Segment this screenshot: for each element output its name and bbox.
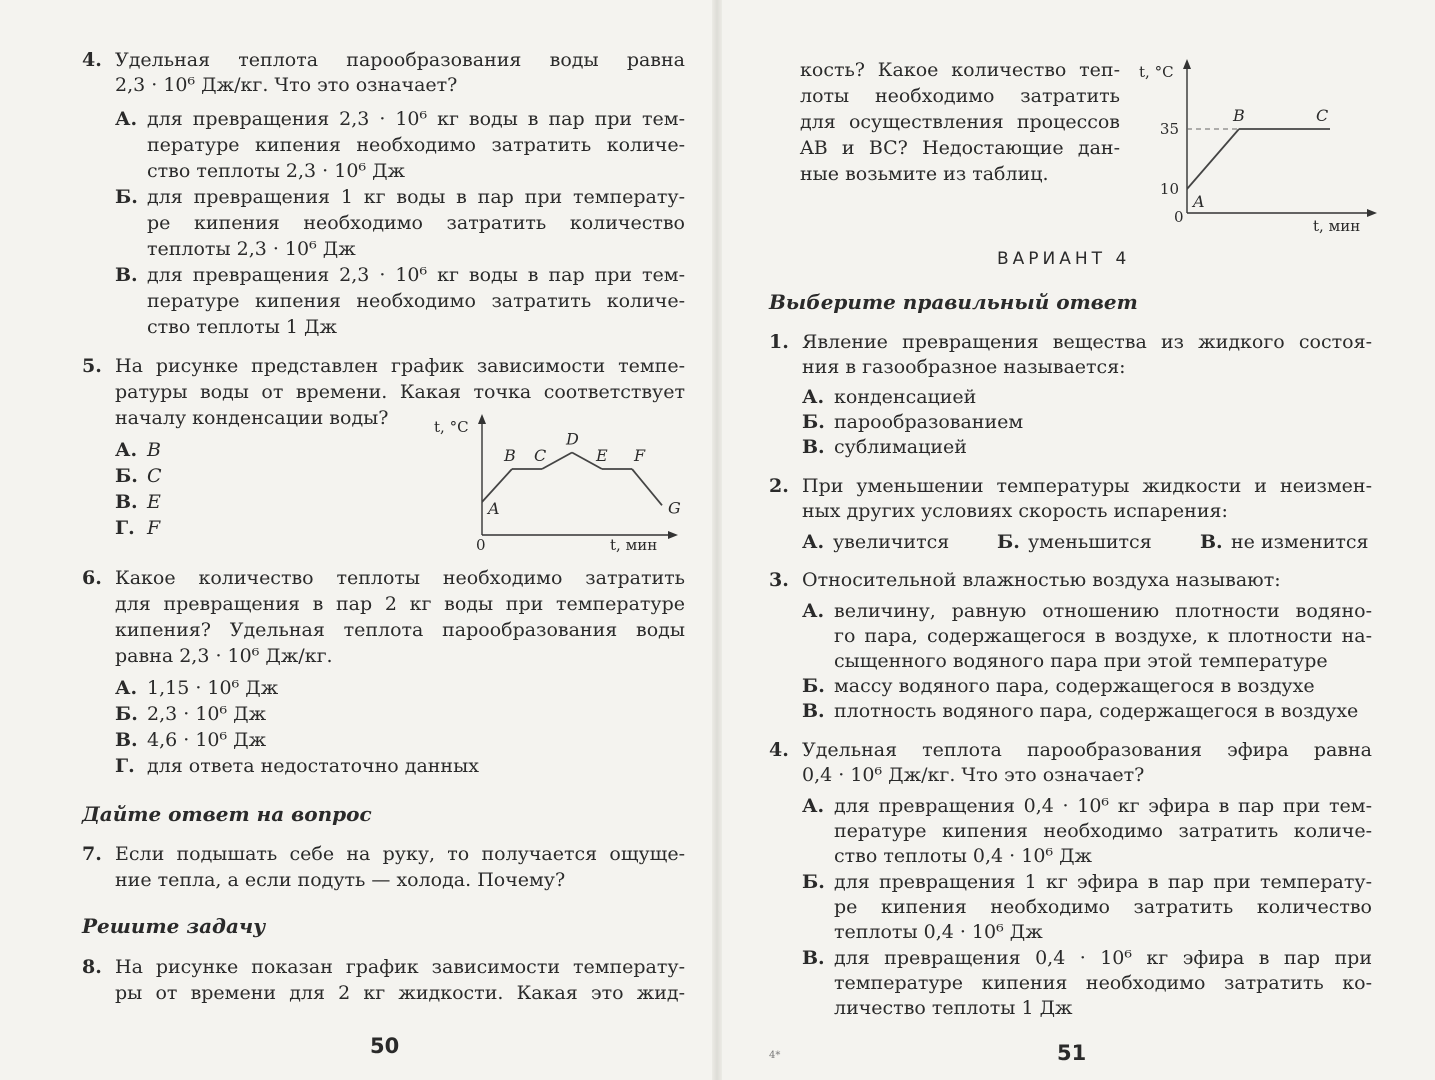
chart-segment	[1187, 129, 1239, 189]
question-text: началу конденсации воды?	[115, 407, 389, 429]
y-tick-label: 10	[1159, 180, 1179, 198]
option-text: теплоты 2,3 · 10⁶ Дж	[147, 238, 356, 260]
option-text: теплоты 0,4 · 10⁶ Дж	[834, 921, 1043, 943]
question-text: Удельная теплота парообразования эфира равна	[802, 739, 1372, 761]
chart-segment	[542, 453, 572, 470]
option-label: Г.	[115, 517, 135, 539]
option-text: конденсацией	[834, 386, 977, 408]
option-text: уменьшится	[1028, 531, 1152, 553]
question-text: ние тепла, а если подуть — холода. Почему?	[115, 869, 566, 891]
left-page	[0, 0, 717, 1080]
question-text: лоты необходимо затратить	[800, 85, 1120, 107]
option-label: Б.	[802, 411, 825, 433]
right-page	[717, 0, 1435, 1080]
question-text: ных других условиях скорость испарения:	[802, 500, 1228, 522]
question-text: кипения? Удельная теплота парообразования воды	[115, 619, 685, 641]
origin-label: 0	[476, 536, 486, 554]
section-heading: Выберите правильный ответ	[769, 290, 1138, 314]
option-text: для превращения 1 кг воды в пар при температу-	[147, 186, 685, 208]
question-text: На рисунке представлен график зависимости темпе-	[115, 355, 685, 377]
option-label: Б.	[802, 675, 825, 697]
y-axis-label: t, °C	[434, 418, 469, 436]
question-text: для осуществления процессов	[800, 111, 1120, 133]
point-label: B	[504, 446, 516, 465]
temperature-time-chart-2	[1127, 55, 1392, 240]
question-number: 8.	[82, 956, 102, 978]
x-axis-arrow	[1367, 209, 1377, 217]
option-text: для превращения 0,4 · 10⁶ кг эфира в пар при	[834, 947, 1372, 969]
question-text: Если подышать себе на руку, то получается ощуще-	[115, 843, 685, 865]
y-axis-arrow	[1183, 59, 1191, 69]
option-label: Б.	[115, 465, 138, 487]
option-text: сублимацией	[834, 436, 967, 458]
section-heading: Решите задачу	[82, 914, 266, 938]
question-text: При уменьшении температуры жидкости и неизмен-	[802, 475, 1372, 497]
option-label: А.	[115, 439, 138, 461]
question-text: 0,4 · 10⁶ Дж/кг. Что это означает?	[802, 764, 1145, 786]
option-text: для ответа недостаточно данных	[147, 755, 479, 777]
question-text: ры от времени для 2 кг жидкости. Какая это жид-	[115, 982, 685, 1004]
point-label: C	[534, 446, 547, 465]
option-label: В.	[115, 729, 138, 751]
option-label: В.	[115, 264, 138, 286]
option-label: А.	[802, 386, 825, 408]
question-text: 2,3 · 10⁶ Дж/кг. Что это означает?	[115, 74, 458, 96]
option-text: C	[147, 465, 162, 487]
question-text: ратуры воды от времени. Какая точка соответствует	[115, 381, 685, 403]
option-text: F	[147, 517, 161, 539]
chart-segment	[632, 469, 662, 505]
option-text: сыщенного водяного пара при этой температуре	[834, 650, 1328, 672]
y-axis-arrow	[478, 414, 486, 424]
page-number: 51	[1057, 1041, 1087, 1065]
option-text: B	[147, 439, 161, 461]
option-text: ство теплоты 2,3 · 10⁶ Дж	[147, 160, 406, 182]
point-label: A	[488, 499, 500, 518]
y-tick-label: 35	[1159, 120, 1179, 138]
question-text: ные возьмите из таблиц.	[800, 163, 1049, 185]
option-text: 2,3 · 10⁶ Дж	[147, 703, 267, 725]
option-text: увеличится	[833, 531, 950, 553]
question-number: 6.	[82, 567, 102, 589]
question-number: 2.	[769, 475, 789, 497]
chart-axes	[1183, 59, 1377, 217]
point-label: F	[634, 446, 646, 465]
option-label: Г.	[115, 755, 135, 777]
variant-heading: ВАРИАНТ 4	[997, 249, 1131, 269]
question-number: 5.	[82, 355, 102, 377]
option-text: ре кипения необходимо затратить количество	[147, 212, 685, 234]
option-text: 1,15 · 10⁶ Дж	[147, 677, 279, 699]
option-label: А.	[802, 600, 825, 622]
option-label: В.	[115, 491, 138, 513]
x-axis-label: t, мин	[1313, 217, 1361, 235]
option-label: А.	[115, 108, 138, 130]
question-text: равна 2,3 · 10⁶ Дж/кг.	[115, 645, 333, 667]
option-label: А.	[802, 795, 825, 817]
option-label: А.	[115, 677, 138, 699]
option-text: личество теплоты 1 Дж	[834, 997, 1073, 1019]
question-text: Относительной влажностью воздуха называют:	[802, 569, 1281, 591]
option-text: величину, равную отношению плотности водяно-	[834, 600, 1372, 622]
option-label: В.	[802, 947, 825, 969]
question-number: 4.	[82, 49, 102, 71]
option-text: го пара, содержащегося в воздухе, к плотности на-	[834, 625, 1372, 647]
point-label: B	[1233, 106, 1245, 125]
signature-mark: 4*	[769, 1050, 781, 1061]
question-text: На рисунке показан график зависимости температу-	[115, 956, 685, 978]
option-label: В.	[802, 700, 825, 722]
option-label: Б.	[115, 186, 138, 208]
origin-label: 0	[1174, 208, 1184, 226]
question-text: для превращения в пар 2 кг воды при температуре	[115, 593, 685, 615]
question-number: 1.	[769, 331, 789, 353]
option-label: Б.	[115, 703, 138, 725]
option-label: В.	[1200, 531, 1223, 553]
option-text: парообразованием	[834, 411, 1024, 433]
question-number: 3.	[769, 569, 789, 591]
option-text: для превращения 0,4 · 10⁶ кг эфира в пар при тем-	[834, 795, 1372, 817]
question-text: Какое количество теплоты необходимо затратить	[115, 567, 685, 589]
y-axis-label: t, °C	[1139, 63, 1174, 81]
question-text: ния в газообразное называется:	[802, 356, 1126, 378]
point-label: C	[1316, 106, 1329, 125]
page-number: 50	[370, 1034, 400, 1058]
question-text: Явление превращения вещества из жидкого состоя-	[802, 331, 1372, 353]
question-text: AB и BC? Недостающие дан-	[800, 137, 1120, 159]
option-text: 4,6 · 10⁶ Дж	[147, 729, 267, 751]
question-number: 7.	[82, 843, 102, 865]
option-text: для превращения 2,3 · 10⁶ кг воды в пар при тем-	[147, 108, 685, 130]
option-text: для превращения 2,3 · 10⁶ кг воды в пар при тем-	[147, 264, 685, 286]
x-axis-label: t, мин	[610, 536, 658, 554]
option-text: не изменится	[1231, 531, 1369, 553]
question-number: 4.	[769, 739, 789, 761]
question-text: Удельная теплота парообразования воды равна	[115, 49, 685, 71]
option-label: Б.	[802, 871, 825, 893]
section-heading: Дайте ответ на вопрос	[82, 802, 372, 826]
option-label: А.	[802, 531, 825, 553]
option-text: плотность водяного пара, содержащегося в воздухе	[834, 700, 1359, 722]
point-label: D	[566, 429, 579, 449]
option-text: массу водяного пара, содержащегося в воздухе	[834, 675, 1315, 697]
temperature-time-chart	[420, 410, 690, 560]
option-text: E	[147, 491, 161, 513]
option-text: температуре кипения необходимо затратить ко-	[834, 972, 1372, 994]
option-text: для превращения 1 кг эфира в пар при температу-	[834, 871, 1372, 893]
option-text: ство теплоты 1 Дж	[147, 316, 337, 338]
option-text: пературе кипения необходимо затратить количе-	[147, 290, 685, 312]
point-label: G	[668, 498, 681, 518]
option-text: ре кипения необходимо затратить количество	[834, 896, 1372, 918]
chart-segment	[482, 469, 512, 502]
point-label: E	[596, 446, 608, 465]
question-text: кость? Какое количество теп-	[800, 59, 1120, 81]
option-text: ство теплоты 0,4 · 10⁶ Дж	[834, 845, 1093, 867]
option-label: Б.	[997, 531, 1020, 553]
option-label: В.	[802, 436, 825, 458]
point-label: A	[1193, 192, 1205, 211]
option-text: пературе кипения необходимо затратить количе-	[834, 820, 1372, 842]
x-axis-arrow	[668, 531, 678, 539]
option-text: пературе кипения необходимо затратить количе-	[147, 134, 685, 156]
